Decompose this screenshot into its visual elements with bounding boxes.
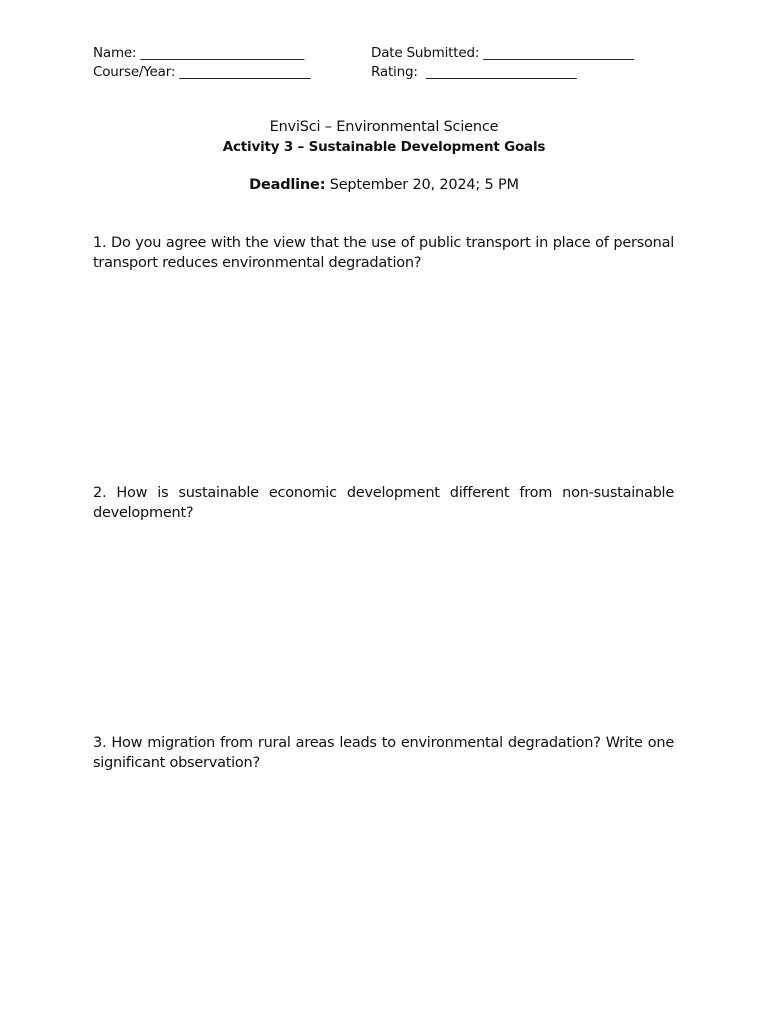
question-2: 2. How is sustainable economic development different from non-sustainable development? [93, 485, 674, 521]
deadline-label: Deadline: [249, 177, 326, 193]
question-3: 3. How migration from rural areas leads to environmental degradation? Write one significant observation? [93, 735, 674, 771]
course-year-field: Course/Year: ____________________ [93, 64, 311, 80]
question-1: 1. Do you agree with the view that the use of public transport in place of personal transport reduces environmental degradation? [93, 235, 674, 271]
rating-field: Rating: _______________________ [371, 64, 577, 80]
activity-title: Activity 3 – Sustainable Development Goals [222, 139, 546, 155]
course-title: EnviSci – Environmental Science [269, 119, 499, 135]
deadline-value: September 20, 2024; 5 PM [325, 177, 519, 193]
date-submitted-field: Date Submitted: _______________________ [371, 45, 634, 61]
deadline [0, 175, 768, 195]
name-field: Name: _________________________ [93, 45, 305, 61]
